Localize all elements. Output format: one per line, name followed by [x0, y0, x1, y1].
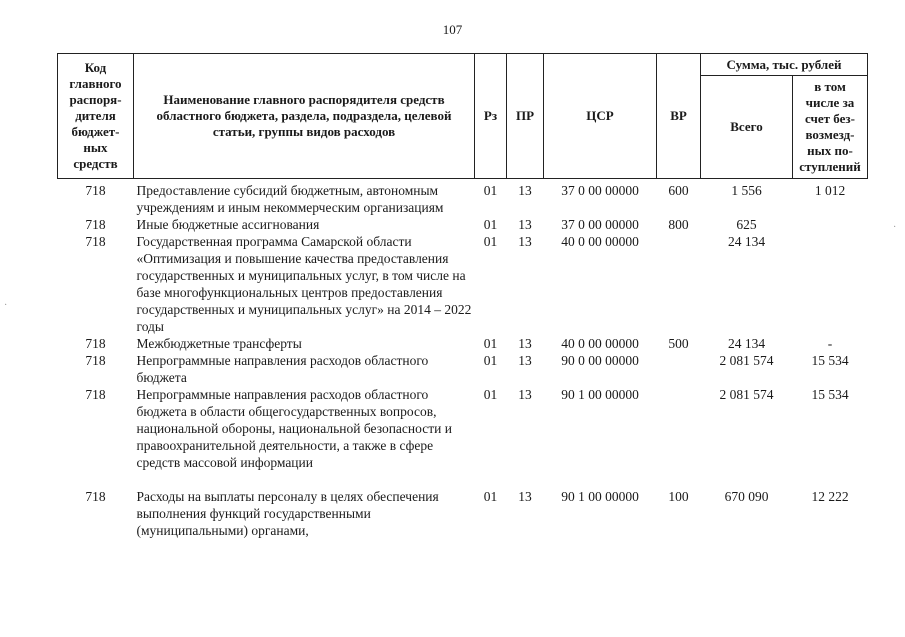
header-pr: ПР: [507, 54, 544, 179]
cell-total: 24 134: [727, 234, 766, 249]
cell-rz: 01: [483, 183, 498, 198]
table-row: [58, 233, 868, 335]
table-row: [58, 179, 868, 217]
budget-table: [57, 53, 868, 539]
cell-pr: 13: [518, 336, 532, 351]
cell-rz: 01: [483, 234, 498, 249]
cell-code: 718: [85, 489, 106, 504]
cell-csr: 37 0 00 00000: [561, 183, 639, 198]
cell-vr: [657, 352, 701, 386]
cell-name: Непрограммные направления расходов областного бюджета в области общегосударственных вопросов, национальной обороны, национальной безопасности и правоохранительной деятельности, а также в сфере средств массовой информации: [136, 387, 452, 470]
cell-pr: 13: [518, 387, 532, 402]
cell-csr: 40 0 00 00000: [561, 336, 639, 351]
header-name: Наименование главного распорядителя средств областного бюджета, раздела, подраздела, целевой статьи, группы видов расходов: [134, 54, 475, 179]
cell-vr: [657, 233, 701, 335]
cell-free: -: [827, 336, 833, 351]
header-free: в том числе за счет без-возмезд-ных по-ступлений: [793, 76, 868, 179]
row-spacer: [58, 471, 868, 488]
scan-artifact: ·: [893, 222, 897, 233]
cell-csr: 90 0 00 00000: [561, 353, 639, 368]
table-header: [58, 54, 868, 179]
cell-free: [793, 233, 868, 335]
cell-name: Иные бюджетные ассигнования: [136, 217, 320, 232]
cell-vr: 100: [668, 489, 689, 504]
header-vr: ВР: [657, 54, 701, 179]
cell-pr: 13: [518, 217, 532, 232]
cell-name: Непрограммные направления расходов областного бюджета: [136, 353, 429, 385]
header-sum: Сумма, тыс. рублей: [701, 54, 868, 76]
table-row: [58, 335, 868, 352]
cell-csr: 90 1 00 00000: [561, 489, 639, 504]
scan-artifact: ·: [4, 300, 8, 311]
cell-pr: 13: [518, 183, 532, 198]
cell-total: 625: [736, 217, 757, 232]
cell-free: 15 534: [811, 353, 849, 368]
cell-rz: 01: [483, 353, 498, 368]
cell-vr: 800: [668, 217, 689, 232]
cell-csr: 90 1 00 00000: [561, 387, 639, 402]
table-row: [58, 488, 868, 539]
cell-free: 15 534: [811, 387, 849, 402]
header-csr: ЦСР: [544, 54, 657, 179]
cell-vr: 600: [668, 183, 689, 198]
cell-rz: 01: [483, 489, 498, 504]
cell-free: [793, 216, 868, 233]
header-rz: Рз: [475, 54, 507, 179]
cell-csr: 37 0 00 00000: [561, 217, 639, 232]
table-body: [58, 179, 868, 540]
cell-pr: 13: [518, 489, 532, 504]
cell-total: 2 081 574: [719, 387, 774, 402]
cell-rz: 01: [483, 217, 498, 232]
cell-total: 2 081 574: [719, 353, 774, 368]
cell-rz: 01: [483, 387, 498, 402]
cell-name: Предоставление субсидий бюджетным, автономным учреждениям и иным некоммерческим организациям: [136, 183, 444, 215]
cell-code: 718: [85, 387, 106, 402]
cell-code: 718: [85, 336, 106, 351]
cell-code: 718: [85, 183, 106, 198]
cell-pr: 13: [518, 234, 532, 249]
cell-vr: [657, 386, 701, 471]
cell-total: 24 134: [727, 336, 766, 351]
cell-name: Расходы на выплаты персоналу в целях обеспечения выполнения функций государственными (муниципальными) органами,: [136, 489, 439, 538]
cell-free: 1 012: [814, 183, 846, 198]
cell-free: 12 222: [811, 489, 849, 504]
cell-code: 718: [85, 217, 106, 232]
cell-vr: 500: [668, 336, 689, 351]
table-row: [58, 352, 868, 386]
table-row: [58, 386, 868, 471]
page-number: 107: [442, 22, 463, 37]
cell-csr: 40 0 00 00000: [561, 234, 639, 249]
cell-name: Государственная программа Самарской области «Оптимизация и повышение качества предоставления государственных и муниципальных услуг, в том числе на базе многофункциональных центров предоставления государственных и муниципальных услуг» на 2014 – 2022 годы: [136, 234, 472, 334]
header-total: Всего: [701, 76, 793, 179]
cell-total: 1 556: [731, 183, 762, 198]
cell-pr: 13: [518, 353, 532, 368]
cell-name: Межбюджетные трансферты: [136, 336, 302, 351]
header-code: Код главного распоря-дителя бюджет-ных средств: [58, 54, 134, 179]
cell-rz: 01: [483, 336, 498, 351]
table-row: [58, 216, 868, 233]
cell-code: 718: [85, 353, 106, 368]
cell-total: 670 090: [724, 489, 769, 504]
cell-code: 718: [85, 234, 106, 249]
